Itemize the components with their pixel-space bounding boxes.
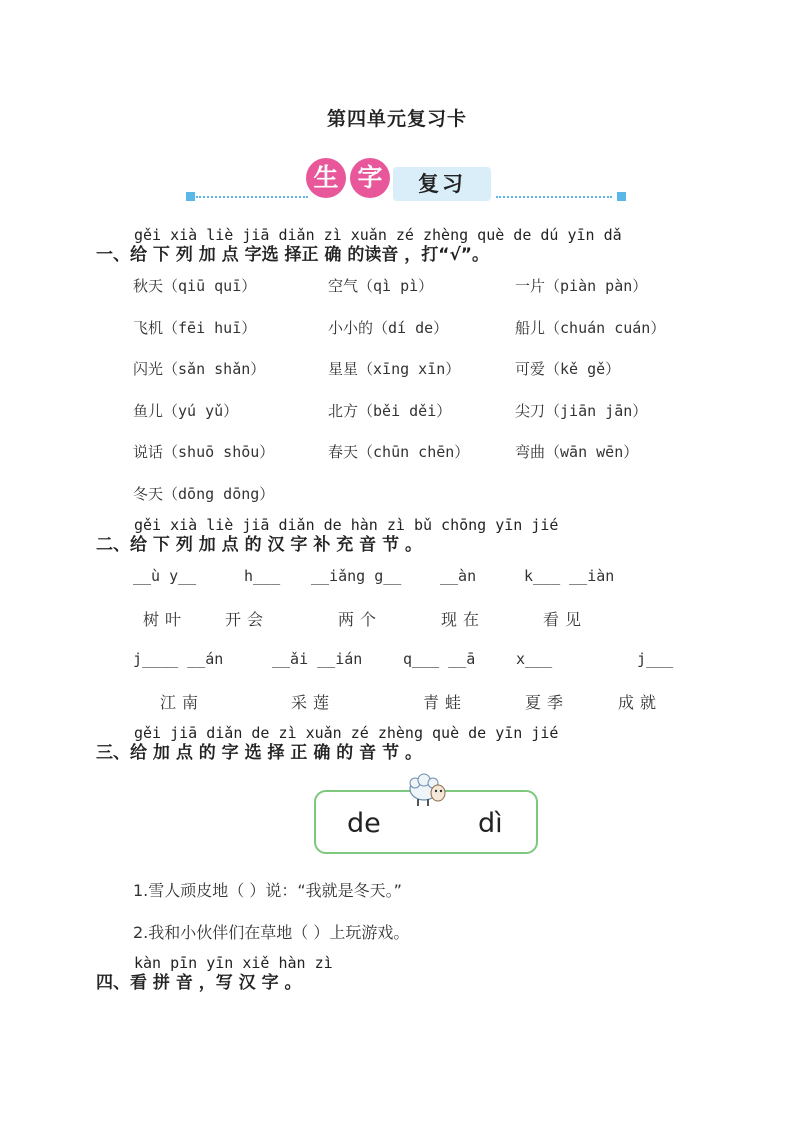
- q4-text: 四、看 拼 音 ，写 汉 字 。: [96, 973, 302, 993]
- option-de: de: [347, 808, 381, 839]
- word: 采莲: [291, 693, 336, 712]
- banner-char-1: 生: [306, 158, 346, 198]
- page-title: 第四单元复习卡: [326, 108, 467, 130]
- q1-item: 冬天（dōng dōng）: [133, 485, 275, 503]
- q1-item: 春天（chūn chēn）: [328, 443, 470, 461]
- pinyin-blank: __ǎi __ián: [272, 650, 363, 668]
- word: 树叶: [143, 610, 188, 629]
- pinyin-blank: j____ __án: [133, 650, 224, 668]
- q1-item: 北方（běi děi）: [328, 402, 452, 420]
- pinyin-blank: h___: [244, 567, 281, 585]
- q1-item: 星星（xīng xīn）: [328, 360, 461, 378]
- word: 现在: [441, 610, 486, 629]
- q1-item: 闪光（sǎn shǎn）: [133, 360, 266, 378]
- q2-pinyin: gěi xià liè jiā diǎn de hàn zì bǔ chōng yīn jié: [134, 516, 559, 534]
- pinyin-blank: __àn: [440, 567, 477, 585]
- word: 成就: [618, 693, 663, 712]
- q4-pinyin: kàn pīn yīn xiě hàn zì: [134, 954, 333, 972]
- sheep-icon: [406, 773, 448, 809]
- pinyin-blank: x___: [516, 650, 553, 668]
- q1-item: 空气（qì pì）: [328, 277, 434, 295]
- word: 青蛙: [423, 693, 468, 712]
- q1-item: 鱼儿（yú yǔ）: [133, 402, 239, 420]
- q1-item: 飞机（fēi huī）: [133, 319, 257, 337]
- word: 夏季: [525, 693, 570, 712]
- q1-item: 小小的（dí de）: [328, 319, 449, 337]
- banner-left-line: [196, 196, 308, 198]
- q1-item: 一片（piàn pàn）: [515, 277, 648, 295]
- sentence-1: 1.雪人顽皮地（ ）说：“我就是冬天。”: [133, 881, 402, 900]
- word: 两个: [338, 610, 383, 629]
- q1-item: 可爱（kě gě）: [515, 360, 621, 378]
- q1-item: 弯曲（wān wēn）: [515, 443, 639, 461]
- q1-item: 说话（shuō shōu）: [133, 443, 275, 461]
- word: 开会: [225, 610, 270, 629]
- word: 看见: [543, 610, 588, 629]
- pinyin-blank: k___ __iàn: [524, 567, 615, 585]
- banner-right-line: [496, 196, 612, 198]
- banner-left-dot: [186, 192, 195, 201]
- q3-text: 三、给 加 点 的 字 选 择 正 确 的 音 节 。: [96, 743, 423, 763]
- pinyin-blank: q___ __ā: [403, 650, 476, 668]
- word: 江南: [160, 693, 205, 712]
- q1-item: 尖刀（jiān jān）: [515, 402, 648, 420]
- q1-text: 一、给 下 列 加 点 字选 择正 确 的读音 ，打“√”。: [96, 245, 489, 265]
- pinyin-blank: __ù y__: [133, 567, 197, 585]
- sentence-2: 2.我和小伙伴们在草地（ ）上玩游戏。: [133, 923, 410, 942]
- pinyin-blank: j___: [637, 650, 674, 668]
- option-di: dì: [478, 808, 503, 839]
- q1-item: 船儿（chuán cuán）: [515, 319, 666, 337]
- banner-char-2: 字: [350, 158, 390, 198]
- banner-right-dot: [617, 192, 626, 201]
- q2-text: 二、给 下 列 加 点 的 汉 字 补 充 音 节 。: [96, 535, 423, 555]
- q1-pinyin: gěi xià liè jiā diǎn zì xuǎn zé zhèng què de dú yīn dǎ: [134, 226, 622, 244]
- q3-pinyin: gěi jiā diǎn de zì xuǎn zé zhèng què de yīn jié: [134, 724, 559, 742]
- pinyin-blank: __iǎng g__: [311, 567, 402, 585]
- banner-label: 复习: [393, 167, 491, 201]
- q1-item: 秋天（qiū quī）: [133, 277, 257, 295]
